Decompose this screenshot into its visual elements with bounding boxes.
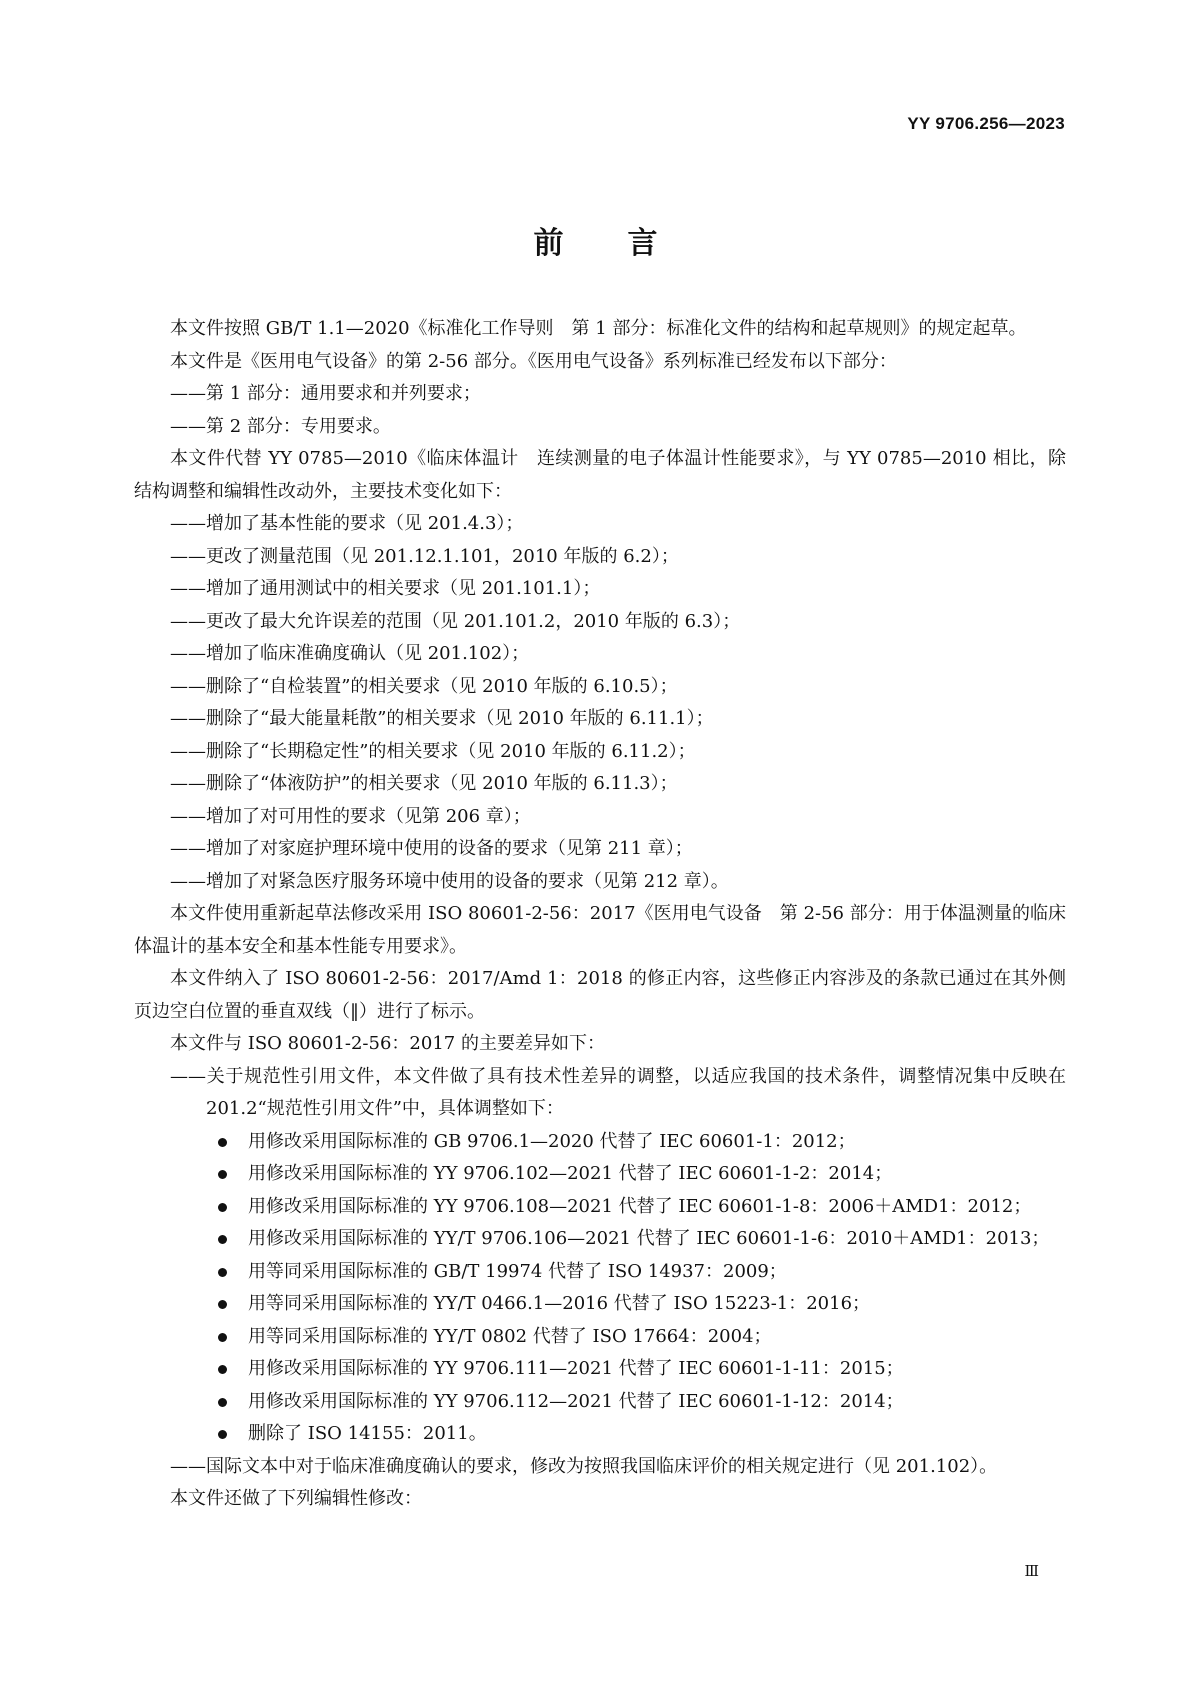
bullet-item (134, 1418, 1066, 1451)
list-item: ——增加了对家庭护理环境中使用的设备的要求（见第 211 章）； (170, 838, 693, 859)
bullet-item (134, 1158, 1066, 1191)
bullet-item (134, 1256, 1066, 1289)
list-item: ——删除了“体液防护”的相关要求（见 2010 年版的 6.11.3）； (170, 773, 678, 794)
paragraph-series-info: 本文件是《医用电气设备》的第 2-56 部分。《医用电气设备》系列标准已经发布以下部分： (170, 350, 897, 372)
bullet-text: 用等同采用国际标准的 YY/T 0802 代替了 ISO 17664：2004； (248, 1325, 772, 1347)
document-code: YY 9706.256—2023 (907, 114, 1065, 133)
bullet-item (134, 1386, 1066, 1419)
document-body (134, 313, 1066, 1516)
list-item: ——更改了测量范围（见 201.12.1.101，2010 年版的 6.2）； (170, 545, 679, 567)
list-item: ——增加了通用测试中的相关要求（见 201.101.1）； (170, 578, 601, 599)
list-item: ——增加了临床准确度确认（见 201.102）； (170, 643, 530, 664)
list-item: ——关于规范性引用文件，本文件做了具有技术性差异的调整，以适应我国的技术条件，调整情况集中反映在 201.2“规范性引用文件”中，具体调整如下： (170, 1065, 1066, 1119)
title-char-2: 言 (627, 226, 658, 261)
bullet-icon (218, 1138, 227, 1147)
paragraph-editorial: 本文件还做了下列编辑性修改： (170, 1488, 422, 1509)
bullet-text: 用等同采用国际标准的 GB/T 19974 代替了 ISO 14937：2009； (248, 1260, 787, 1282)
bullet-text: 用等同采用国际标准的 YY/T 0466.1—2016 代替了 ISO 15223-1：2016； (248, 1293, 871, 1314)
bullet-item (134, 1223, 1066, 1256)
list-item: ——国际文本中对于临床准确度确认的要求，修改为按照我国临床评价的相关规定进行（见 201.102）。 (170, 1455, 998, 1477)
list-item: ——删除了“自检装置”的相关要求（见 2010 年版的 6.10.5）； (170, 675, 678, 697)
bullet-icon (218, 1268, 227, 1277)
list-item: ——删除了“最大能量耗散”的相关要求（见 2010 年版的 6.11.1）； (170, 708, 714, 729)
list-item: ——增加了对紧急医疗服务环境中使用的设备的要求（见第 212 章）。 (170, 870, 729, 892)
bullet-icon (218, 1333, 227, 1342)
list-item: ——增加了对可用性的要求（见第 206 章）； (170, 805, 531, 827)
bullet-text: 用修改采用国际标准的 GB 9706.1—2020 代替了 IEC 60601-1：2012； (248, 1130, 856, 1152)
bullet-icon (218, 1430, 227, 1439)
bullet-icon (218, 1203, 227, 1212)
bullet-icon (218, 1235, 227, 1244)
list-item: ——增加了基本性能的要求（见 201.4.3）； (170, 513, 524, 534)
bullet-icon (218, 1300, 227, 1309)
bullet-icon (218, 1365, 227, 1374)
bullet-text: 用修改采用国际标准的 YY 9706.102—2021 代替了 IEC 60601-1-2：2014； (248, 1163, 893, 1184)
bullet-item (134, 1191, 1066, 1224)
paragraph-adoption: 本文件使用重新起草法修改采用 ISO 80601-2-56：2017《医用电气设备 第 2-56 部分：用于体温测量的临床体温计的基本安全和基本性能专用要求》。 (134, 903, 1066, 957)
list-item: ——第 2 部分：专用要求。 (170, 415, 391, 437)
bullet-text: 用修改采用国际标准的 YY 9706.112—2021 代替了 IEC 60601-1-12：2014； (248, 1390, 904, 1412)
bullet-item (134, 1288, 1066, 1321)
paragraph-drafting-basis: 本文件按照 GB/T 1.1—2020《标准化工作导则 第 1 部分：标准化文件的结构和起草规则》的规定起草。 (170, 318, 1027, 339)
paragraph-amendment: 本文件纳入了 ISO 80601-2-56：2017/Amd 1：2018 的修正内容，这些修正内容涉及的条款已通过在其外侧页边空白位置的垂直双线（‖）进行了标示。 (134, 968, 1066, 1022)
bullet-text: 用修改采用国际标准的 YY 9706.108—2021 代替了 IEC 60601-1-8：2006＋AMD1：2012； (248, 1195, 1032, 1217)
page-number: Ⅲ (1024, 1562, 1039, 1580)
bullet-text: 用修改采用国际标准的 YY/T 9706.106—2021 代替了 IEC 60601-1-6：2010＋AMD1：2013； (248, 1228, 1050, 1249)
bullet-item (134, 1126, 1066, 1159)
list-item: ——第 1 部分：通用要求和并列要求； (170, 383, 481, 404)
paragraph-differences: 本文件与 ISO 80601-2-56：2017 的主要差异如下： (170, 1033, 605, 1054)
title-char-1: 前 (533, 226, 564, 261)
list-item: ——删除了“长期稳定性”的相关要求（见 2010 年版的 6.11.2）； (170, 740, 696, 762)
bullet-text: 删除了 ISO 14155：2011。 (248, 1423, 487, 1444)
paragraph-replacement: 本文件代替 YY 0785—2010《临床体温计 连续测量的电子体温计性能要求》，与 YY 0785—2010 相比，除结构调整和编辑性改动外，主要技术变化如下： (134, 448, 1066, 502)
bullet-item (134, 1353, 1066, 1386)
bullet-icon (218, 1170, 227, 1179)
list-item: ——更改了最大允许误差的范围（见 201.101.2，2010 年版的 6.3）； (170, 610, 741, 632)
bullet-item (134, 1321, 1066, 1354)
bullet-icon (218, 1398, 227, 1407)
bullet-text: 用修改采用国际标准的 YY 9706.111—2021 代替了 IEC 60601-1-11：2015； (248, 1358, 904, 1379)
page-title (0, 218, 1191, 262)
